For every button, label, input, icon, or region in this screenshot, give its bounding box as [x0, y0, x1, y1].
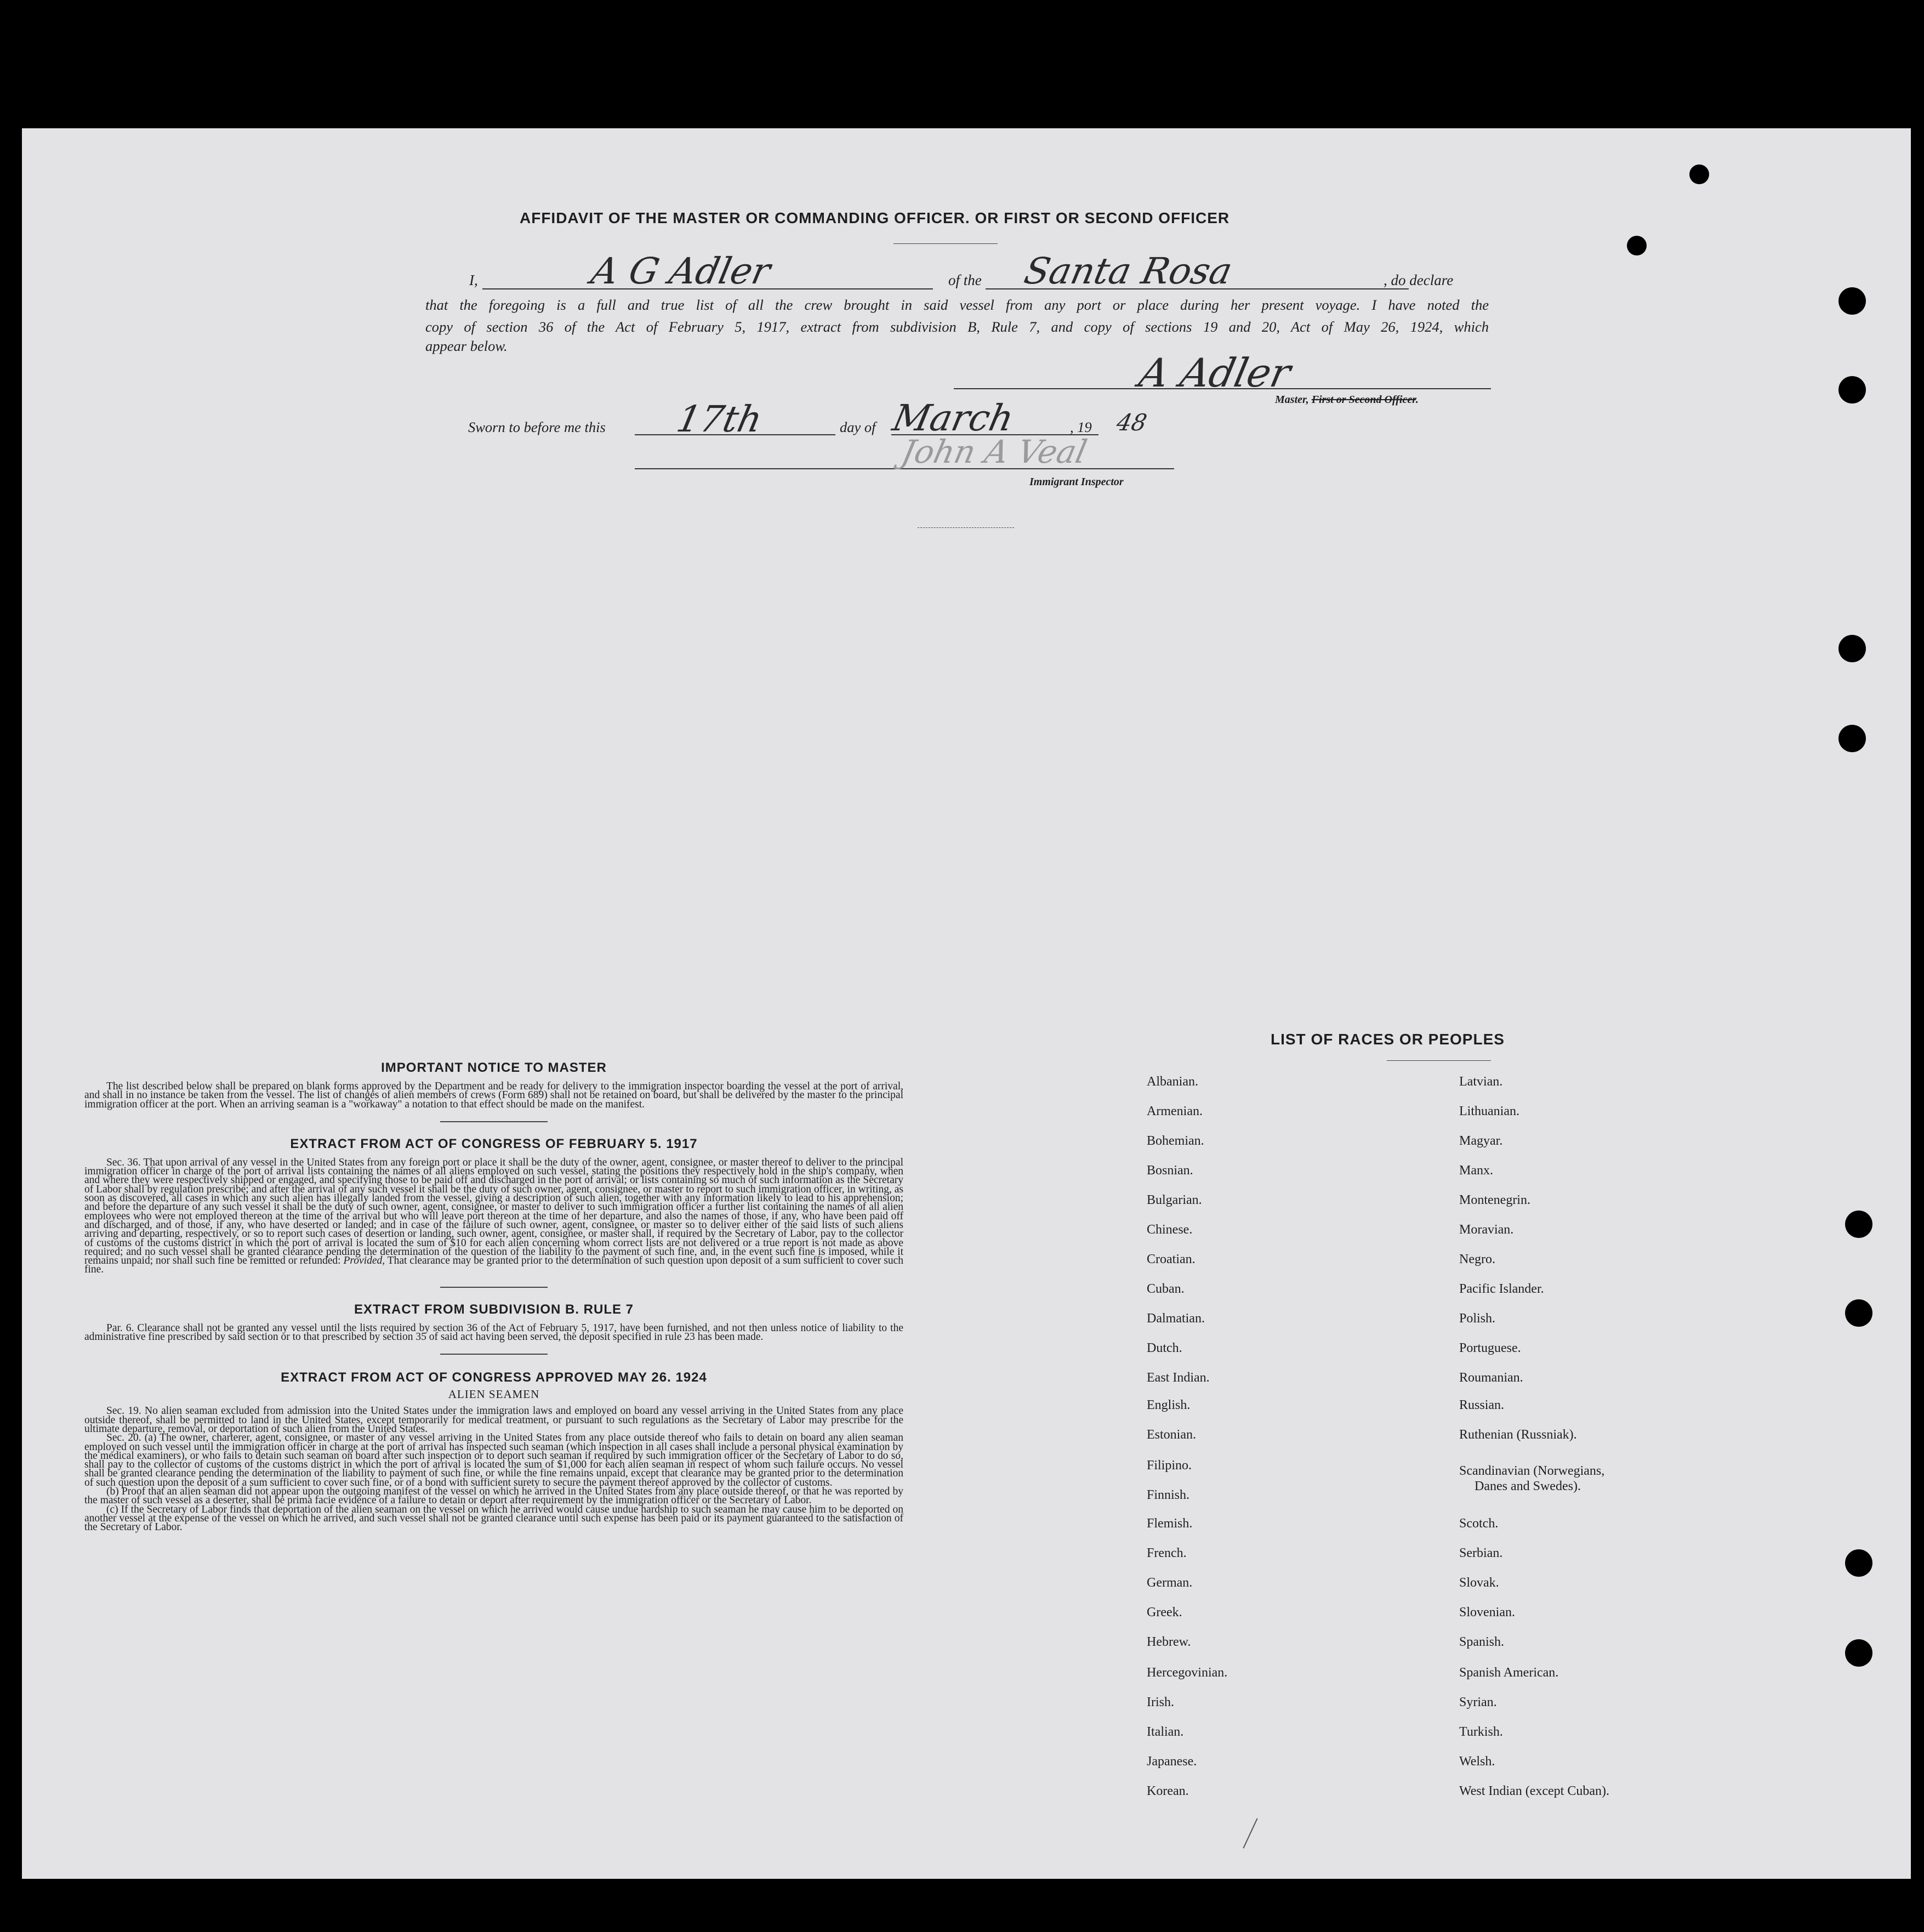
declaration-line: copy of section 36 of the Act of February 5, 1917, extract from subdivision B, Rule 7, and copy of sections 19 and 20, Act of May 26, 1924, which [425, 319, 1489, 335]
punch-hole-icon [1845, 1299, 1872, 1327]
race-item: Magyar. [1459, 1134, 1503, 1148]
race-item: Roumanian. [1459, 1371, 1523, 1385]
race-item: Russian. [1459, 1398, 1505, 1412]
notice-title: IMPORTANT NOTICE TO MASTER [381, 1060, 607, 1075]
document-page [22, 128, 1911, 1879]
caption-suffix: . [1415, 394, 1419, 406]
race-item: Ruthenian (Russniak). [1459, 1428, 1577, 1442]
extract-rule7-text: Par. 6. Clearance shall not be granted any vessel until the lists required by section 36 of the Act of February 5, 1917, have been furnished, and not then unless notice of liability to the administrative fine prescribed by said section or to that prescribed by section 35 of said act having been served, the deposit specified in rule 23 has been made. [84, 1322, 903, 1343]
race-item: West Indian (except Cuban). [1459, 1784, 1609, 1798]
sworn-label: Sworn to before me this [468, 419, 606, 435]
race-item: Albanian. [1147, 1075, 1198, 1089]
extract-1924-paragraph: Sec. 19. No alien seaman excluded from admission into the United States under the immigration laws and employed on board any vessel arriving in the United States from any place outside thereof, shall be permitted to land in the United States, except temporarily for medical treatment, or pursuant to such regulations as the Secretary of Labor may prescribe for the ultimate departure, removal, or deportation of such alien from the United States. [84, 1405, 903, 1435]
race-item: Spanish. [1459, 1635, 1505, 1649]
race-item: Welsh. [1459, 1754, 1495, 1769]
section-divider [440, 1354, 548, 1355]
race-item: Irish. [1147, 1695, 1174, 1709]
extract-1924-title: EXTRACT FROM ACT OF CONGRESS APPROVED MAY 26. 1924 [281, 1370, 707, 1385]
extract-1917-provided: Provided, [343, 1255, 385, 1267]
year-handwriting[interactable]: 48 [1114, 409, 1149, 436]
extract-rule7-title: EXTRACT FROM SUBDIVISION B. RULE 7 [354, 1302, 634, 1317]
race-item: Scotch. [1459, 1516, 1499, 1531]
race-item: Greek. [1147, 1605, 1182, 1620]
legal-extracts [84, 1060, 903, 1532]
affidavit-title: AFFIDAVIT OF THE MASTER OR COMMANDING OFFICER. OR FIRST OR SECOND OFFICER [520, 209, 1230, 226]
race-item: Spanish American. [1459, 1666, 1559, 1680]
declaration-line: appear below. [425, 338, 508, 354]
inspector-caption: Immigrant Inspector [1029, 476, 1124, 488]
day-of-label: day of [840, 419, 876, 435]
punch-hole-icon [1838, 725, 1866, 752]
race-item: Italian. [1147, 1725, 1184, 1739]
vessel-name-handwriting[interactable]: Santa Rosa [1020, 250, 1236, 292]
inspector-signature-handwriting[interactable]: John A Veal [898, 433, 1090, 470]
race-item: English. [1147, 1398, 1191, 1412]
race-item: Polish. [1459, 1311, 1496, 1326]
race-item: Korean. [1147, 1784, 1189, 1798]
extract-1924-subtitle: ALIEN SEAMEN [448, 1388, 540, 1401]
race-item: Bosnian. [1147, 1163, 1193, 1178]
of-the-label: of the [948, 272, 982, 288]
affidavit-divider [918, 527, 1014, 528]
punch-hole-icon [1845, 1639, 1872, 1667]
sworn-day-handwriting[interactable]: 17th [673, 398, 766, 440]
race-item: Negro. [1459, 1252, 1495, 1266]
race-item: Japanese. [1147, 1754, 1197, 1769]
race-item: French. [1147, 1546, 1187, 1560]
punch-hole-icon [1838, 287, 1866, 315]
race-item: Moravian. [1459, 1223, 1514, 1237]
race-item: Armenian. [1147, 1104, 1203, 1118]
race-item: Bohemian. [1147, 1134, 1204, 1148]
race-item: Serbian. [1459, 1546, 1503, 1560]
section-divider [440, 1121, 548, 1122]
race-item: Dutch. [1147, 1341, 1182, 1355]
race-item: Montenegrin. [1459, 1193, 1530, 1207]
race-item: Dalmatian. [1147, 1311, 1205, 1326]
extract-1917-text-after: That clearance may be granted prior to the determination of such question upon deposit of a sum sufficient to cover such fine. [84, 1255, 903, 1276]
race-item: East Indian. [1147, 1371, 1210, 1385]
punch-hole-icon [1689, 164, 1709, 184]
extract-1924-paragraph: (b) Proof that an alien seaman did not appear upon the outgoing manifest of the vessel on which he arrived in the United States from any place outside thereof, or that he was reported by the master of such vessel as a deserter, shall be prima facie evidence of a failure to detain or deport after requirement by the immigration officer or the Secretary of Labor. [84, 1486, 903, 1507]
race-item: Slovenian. [1459, 1605, 1515, 1620]
punch-hole-icon [1838, 376, 1866, 404]
extract-1924-paragraph: Sec. 20. (a) The owner, charterer, agent, consignee, or master of any vessel arriving in the United States from any place outside thereof who fails to detain on board any alien seaman employed on such vessel until the immigration officer in charge at the port of arrival has inspected such seaman (which inspection in all cases shall include a personal physical examination by the medical examiners), or who fails to detain such seaman on board after such inspection or to deport such seaman if required by such immigration officer or the Secretary of Labor to do so, shall pay to the collector of customs of the customs district in which the port of arrival is located the sum of $1,000 for each alien seaman in respect of whom such failure occurs. No vessel shall be granted clearance pending the determination of the liability to payment of such fine, or while the fine remains unpaid, except that clearance may be granted prior to the determination of such question upon the deposit of a sum sufficient to cover such fine, or of a bond with sufficient surety to secure the payment thereof approved by the collector of customs. [84, 1432, 903, 1488]
i-label: I, [469, 272, 478, 288]
race-item: German. [1147, 1576, 1193, 1590]
race-item: Flemish. [1147, 1516, 1193, 1531]
race-item: Bulgarian. [1147, 1193, 1202, 1207]
punch-hole-icon [1838, 635, 1866, 662]
caption-prefix: Master, [1275, 394, 1312, 406]
pencil-mark [1243, 1818, 1257, 1848]
race-item: Slovak. [1459, 1576, 1499, 1590]
declaration-line: that the foregoing is a full and true list of all the crew brought in said vessel from any port or place during her present voyage. I have noted the [425, 297, 1489, 313]
master-signature-handwriting[interactable]: A Adler [1135, 350, 1295, 396]
race-item: Latvian. [1459, 1075, 1503, 1089]
extract-1924-paragraph: (c) If the Secretary of Labor finds that deportation of the alien seaman on the vessel on which he arrived would cause undue hardship to such seaman he may cause him to be deported on another vessel at the expense of the vessel on which he arrived, and such vessel shall not be granted clearance until such expense has been paid or its payment guaranteed to the satisfaction of the Secretary of Labor. [84, 1503, 903, 1533]
extract-1917-text-before: Sec. 36. That upon arrival of any vessel in the United States from any foreign port or place it shall be the duty of the owner, agent, consignee, or master thereof to deliver to the principal immigration officer in charge of the port of arrival lists containing the names of all aliens employed on such vessel, stating the positions they respectively hold in the ship's company, when and where they were respectively shipped or engaged, and specifying those to be paid off and discharged in the port of arrival; or lists containing so much of such information as the Secretary of Labor shall by regulation prescribe; and after the arrival of any such vessel it shall be the duty of such owner, agent, consignee, or master to report to such immigration officer, in writing, as soon as discovered, all cases in which any such alien has illegally landed from the vessel, giving a description of such alien, together with any information likely to lead to his apprehension; and before the departure of any such vessel it shall be the duty of such owner, agent, consignee, or master to deliver to such immigration officer a further list containing the names of all alien employees who were not employed thereon at the time of the arrival but who will leave port thereon at the time of her departure, and also the names of those, if any, who have been paid off and discharged, and of those, if any, who have deserted or landed; and in case of the failure of such owner, agent, consignee, or master so to deliver either of the said lists of such aliens arriving and departing, respectively, or so to report such cases of desertion or landing, such owner, agent, consignee, or master shall, if required by the Secretary of Labor, pay to the collector of customs of the customs district in which the port of arrival is located the sum of $10 for each alien concerning whom correct lists are not delivered or a true report is not made as above required; and no such vessel shall be granted clearance pending the determination of the question of the liability to the payment of such fine, and, in the event such fine is imposed, while it remains unpaid; nor shall such fine be remitted or refunded: [84, 1156, 903, 1267]
race-item: Pacific Islander. [1459, 1282, 1544, 1296]
race-item: Hercegovinian. [1147, 1666, 1228, 1680]
extract-1917-title: EXTRACT FROM ACT OF CONGRESS OF FEBRUARY 5. 1917 [290, 1136, 698, 1151]
race-item: Croatian. [1147, 1252, 1196, 1266]
race-item: Portuguese. [1459, 1341, 1521, 1355]
race-item: Finnish. [1147, 1488, 1190, 1502]
race-item: Cuban. [1147, 1282, 1185, 1296]
race-item: Chinese. [1147, 1223, 1193, 1237]
notice-text: The list described below shall be prepared on blank forms approved by the Department and be ready for delivery to the immigration inspector boarding the vessel at the port of arrival, and shall in no instance be taken from the vessel. The list of changes of alien members of crews (Form 689) shall not be retained on board, but shall be delivered by the master to the principal immigration officer at the port. When an arriving seaman is a "workaway" a notation to that effect should be made on the manifest. [84, 1081, 903, 1110]
extract-1917-text [84, 1158, 903, 1275]
caption-struck-option: First or Second Officer [1311, 394, 1416, 406]
master-name-handwriting[interactable]: A G Adler [587, 250, 775, 292]
do-declare-label: , do declare [1384, 272, 1454, 288]
punch-hole-icon [1845, 1211, 1872, 1238]
race-item: Syrian. [1459, 1695, 1497, 1709]
races-divider [1387, 1060, 1491, 1061]
declaration-text [425, 294, 1489, 338]
race-item: Filipino. [1147, 1458, 1192, 1473]
punch-hole-icon [1845, 1549, 1872, 1577]
race-item: Hebrew. [1147, 1635, 1191, 1649]
race-item: Danes and Swedes). [1475, 1479, 1581, 1493]
punch-hole-icon [1627, 236, 1647, 255]
race-item: Turkish. [1459, 1725, 1503, 1739]
race-item: Scandinavian (Norwegians, [1459, 1464, 1605, 1478]
title-divider [893, 243, 998, 244]
race-item: Lithuanian. [1459, 1104, 1519, 1118]
year-prefix: , 19 [1070, 419, 1092, 435]
race-item: Manx. [1459, 1163, 1493, 1178]
section-divider [440, 1287, 548, 1288]
sworn-month-handwriting[interactable]: March [889, 397, 1018, 439]
races-title: LIST OF RACES OR PEOPLES [1271, 1031, 1505, 1048]
race-item: Estonian. [1147, 1428, 1196, 1442]
master-signature-caption [1275, 394, 1419, 406]
